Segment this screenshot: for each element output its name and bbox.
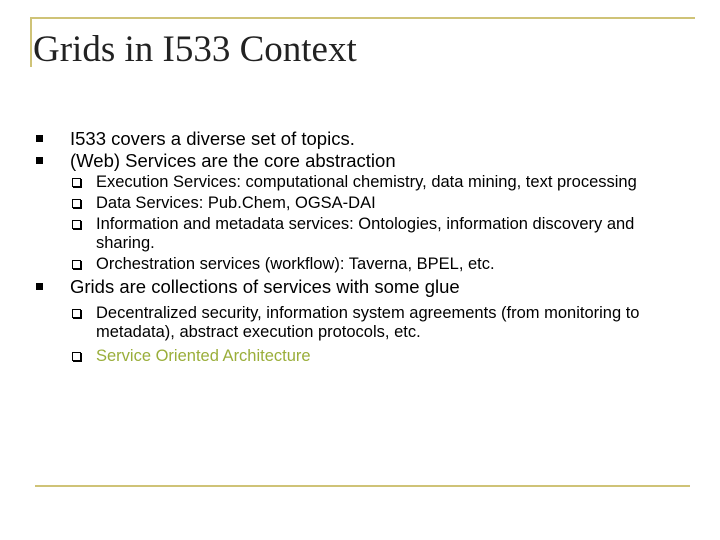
subbullet-3-2 (36, 347, 676, 366)
subbullet-2-4-text: Orchestration services (workflow): Taverna, BPEL, etc. (96, 255, 495, 273)
subbullet-3-1 (36, 304, 676, 342)
filled-square-icon (36, 135, 43, 142)
bullet-2-text: (Web) Services are the core abstraction (70, 150, 396, 171)
subbullet-2-3 (36, 215, 676, 253)
bullet-2 (36, 150, 676, 172)
bullet-1 (36, 128, 676, 150)
slide-title: Grids in I533 Context (33, 29, 357, 70)
bullet-3-text: Grids are collections of services with some glue (70, 276, 460, 297)
filled-square-icon (36, 157, 43, 164)
hollow-square-icon (72, 220, 81, 229)
subbullet-2-1 (36, 173, 676, 192)
hollow-square-icon (72, 178, 81, 187)
subbullet-2-4 (36, 255, 676, 274)
bottom-rule (35, 485, 690, 487)
filled-square-icon (36, 283, 43, 290)
subbullet-3-2-text: Service Oriented Architecture (96, 347, 311, 365)
bullet-3 (36, 276, 676, 298)
hollow-square-icon (72, 199, 81, 208)
subbullet-2-2 (36, 194, 676, 213)
top-rule (30, 17, 695, 19)
hollow-square-icon (72, 352, 81, 361)
hollow-square-icon (72, 260, 81, 269)
subbullet-2-3-text: Information and metadata services: Ontologies, information discovery and sharing. (96, 215, 635, 252)
subbullet-2-1-text: Execution Services: computational chemistry, data mining, text processing (96, 173, 637, 191)
slide-content (36, 128, 676, 368)
bullet-1-text: I533 covers a diverse set of topics. (70, 128, 355, 149)
subbullet-3-1-text: Decentralized security, information system agreements (from monitoring to metadata), abstract execution protocols, etc. (96, 304, 640, 341)
hollow-square-icon (72, 309, 81, 318)
left-rule (30, 17, 32, 67)
subbullet-2-2-text: Data Services: Pub.Chem, OGSA-DAI (96, 194, 376, 212)
